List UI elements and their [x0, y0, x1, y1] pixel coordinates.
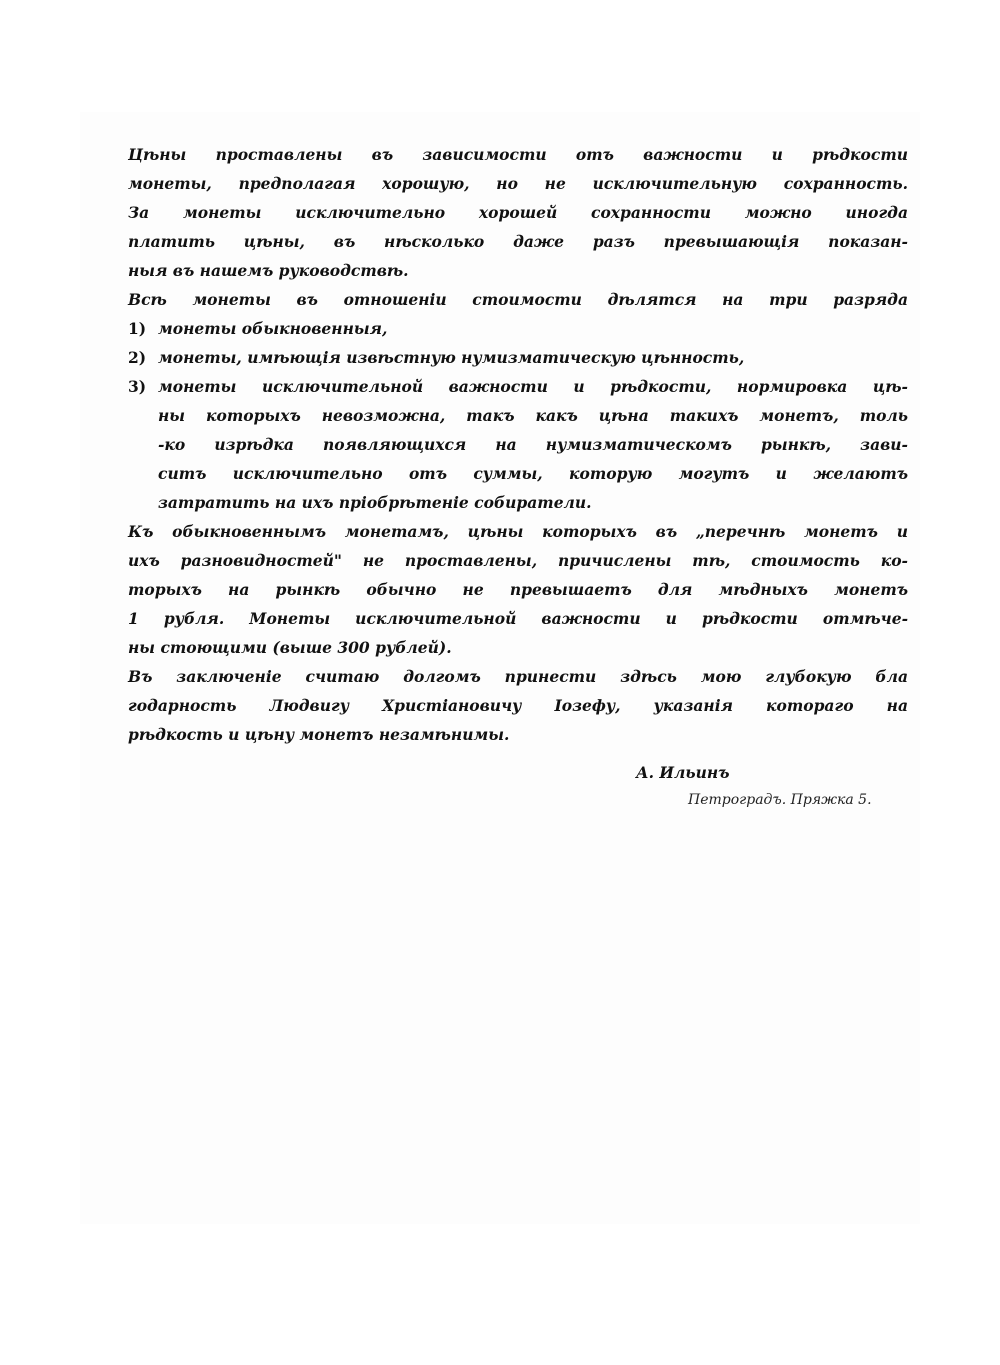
category-3-line-2: ны которыхъ невозможна, такъ какъ цѣна такихъ монетъ, толь — [158, 406, 908, 425]
paragraph-4-line-1: Въ заключеніе считаю долгомъ принести здѣсь мою глубокую бла — [128, 667, 908, 686]
category-3-line-4: ситъ исключительно отъ суммы, которую могутъ и желаютъ — [158, 464, 908, 483]
category-3 — [128, 372, 908, 517]
paragraph-1-line-2: монеты, предполагая хорошую, но не исключительную сохранность. — [128, 174, 908, 193]
category-2-marker: 2) — [128, 348, 147, 367]
paragraph-1-line-4: платить цѣны, въ нѣсколько даже разъ превышающія показан- — [128, 232, 908, 251]
signature-place: Петроградъ. Пряжка 5. — [688, 792, 872, 808]
paragraph-3-line-5: ны стоющими (выше 300 рублей). — [128, 638, 452, 657]
paragraph-1-line-5: ныя въ нашемъ руководствѣ. — [128, 261, 409, 280]
category-3-marker: 3) — [128, 377, 147, 396]
category-1-line-1: монеты обыкновенныя, — [158, 319, 388, 338]
paragraph-1-line-3: За монеты исключительно хорошей сохранности можно иногда — [128, 203, 908, 222]
paragraph-3-line-3: торыхъ на рынкѣ обычно не превышаетъ для мѣдныхъ монетъ — [128, 580, 908, 599]
category-3-line-3: -ко изрѣдка появляющихся на нумизматическомъ рынкѣ, зави- — [158, 435, 908, 454]
category-3-line-5: затратить на ихъ пріобрѣтеніе собиратели. — [158, 493, 592, 512]
paragraph-3-line-4: 1 рубля. Монеты исключительной важности и рѣдкости отмѣче- — [128, 609, 908, 628]
paragraph-1-line-1: Цѣны проставлены въ зависимости отъ важности и рѣдкости — [128, 145, 908, 164]
paragraph-4-line-2: годарность Людвигу Христіановичу Іозефу, указанія котораго на — [128, 696, 908, 715]
category-1 — [128, 314, 908, 343]
signature-name: А. Ильинъ — [636, 763, 730, 782]
paragraph-3-line-1: Къ обыкновеннымъ монетамъ, цѣны которыхъ въ „перечнѣ монетъ и — [128, 522, 908, 541]
paragraph-2-intro: Всѣ монеты въ отношеніи стоимости дѣлятся на три разряда — [128, 290, 908, 309]
handwritten-text-block — [128, 140, 908, 749]
category-2-line-1: монеты, имѣющія извѣстную нумизматическую цѣнность, — [158, 348, 745, 367]
category-2 — [128, 343, 908, 372]
paragraph-4-line-3: рѣдкость и цѣну монетъ незамѣнимы. — [128, 725, 510, 744]
paragraph-3-line-2: ихъ разновидностей" не проставлены, причислены тѣ, стоимость ко- — [128, 551, 908, 570]
category-3-line-1: монеты исключительной важности и рѣдкости, нормировка цѣ- — [158, 377, 908, 396]
category-1-marker: 1) — [128, 319, 147, 338]
